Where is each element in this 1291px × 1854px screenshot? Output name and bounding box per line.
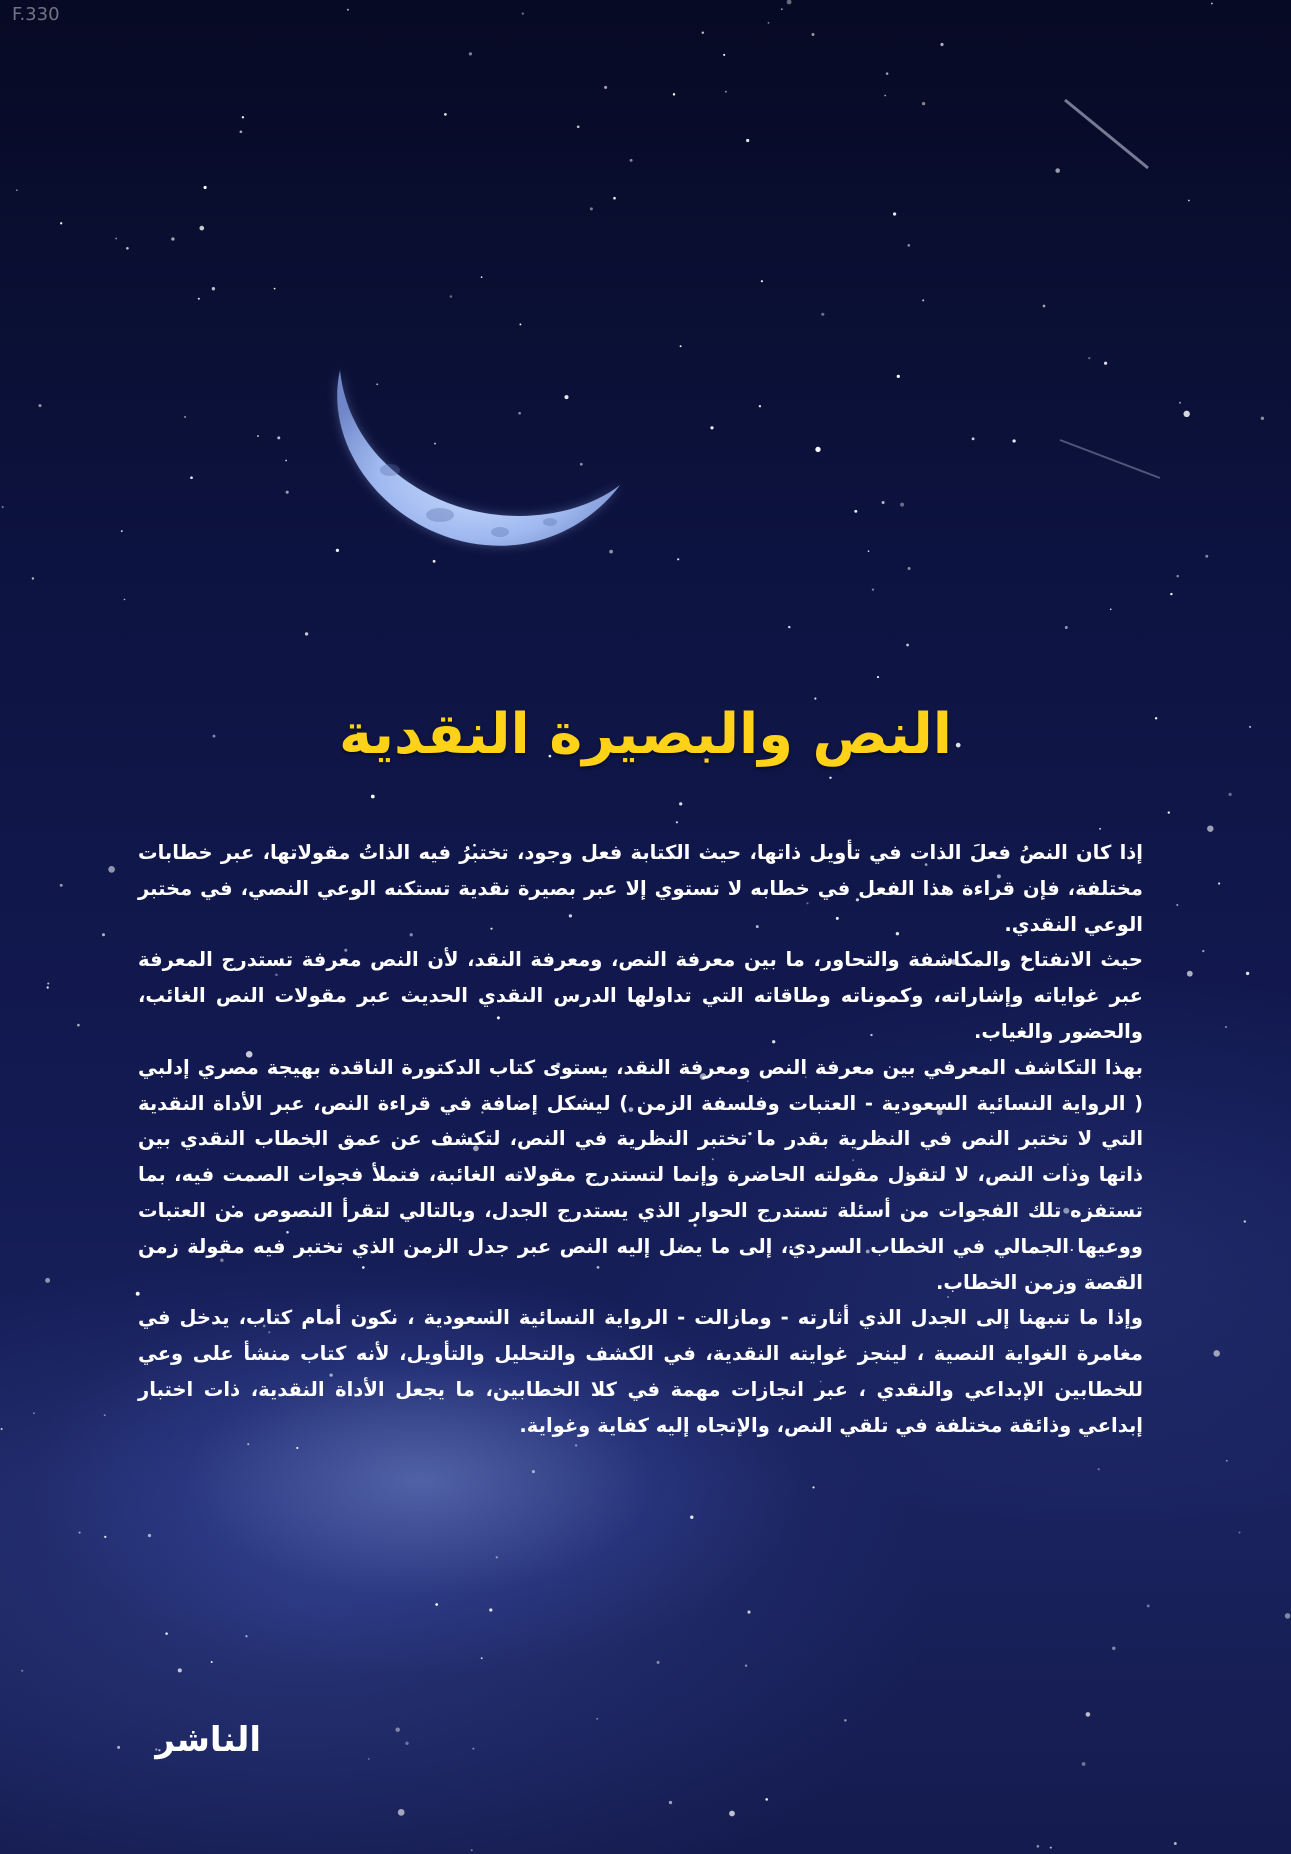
star-decoration: [240, 130, 243, 133]
star-decoration: [854, 510, 857, 513]
star-decoration: [604, 86, 607, 89]
star-decoration: [844, 1719, 847, 1722]
star-decoration: [444, 113, 447, 116]
star-decoration: [435, 1603, 438, 1606]
star-decoration: [679, 802, 682, 805]
star-decoration: [710, 426, 713, 429]
star-decoration: [723, 54, 725, 56]
star-decoration: [47, 986, 49, 988]
star-decoration: [829, 777, 831, 779]
star-decoration: [38, 404, 41, 407]
star-decoration: [1211, 3, 1213, 5]
star-decoration: [1226, 1460, 1228, 1462]
publisher-signature: الناشر: [155, 1720, 261, 1760]
star-decoration: [575, 1444, 577, 1446]
star-decoration: [897, 375, 900, 378]
star-decoration: [922, 102, 925, 105]
star-decoration: [198, 298, 200, 300]
star-decoration: [577, 125, 580, 128]
star-decoration: [1086, 1712, 1091, 1717]
star-decoration: [677, 558, 679, 560]
star-decoration: [1188, 200, 1190, 202]
star-decoration: [680, 345, 682, 347]
star-decoration: [1261, 417, 1264, 420]
star-decoration: [1082, 1762, 1086, 1766]
star-decoration: [673, 93, 675, 95]
star-decoration: [812, 1486, 814, 1488]
star-decoration: [305, 632, 308, 635]
star-decoration: [761, 280, 763, 282]
star-decoration: [1205, 555, 1208, 558]
star-decoration: [469, 52, 472, 55]
star-decoration: [242, 116, 244, 118]
star-decoration: [204, 186, 207, 189]
star-decoration: [657, 1661, 660, 1664]
star-decoration: [1228, 793, 1231, 796]
star-decoration: [126, 247, 129, 250]
star-decoration: [532, 1470, 535, 1473]
star-decoration: [1065, 626, 1068, 629]
star-decoration: [277, 436, 280, 439]
star-decoration: [285, 460, 287, 462]
star-decoration: [257, 435, 259, 437]
star-decoration: [117, 1746, 120, 1749]
star-decoration: [747, 1611, 750, 1614]
star-decoration: [1244, 1220, 1246, 1222]
star-decoration: [481, 276, 483, 278]
star-decoration: [1098, 1468, 1100, 1470]
star-decoration: [398, 1809, 405, 1816]
star-decoration: [1213, 1350, 1220, 1357]
star-decoration: [1176, 904, 1178, 906]
star-decoration: [1179, 402, 1181, 404]
star-decoration: [471, 1849, 473, 1851]
star-decoration: [884, 95, 886, 97]
star-decoration: [877, 676, 879, 678]
star-decoration: [1, 1428, 3, 1430]
star-decoration: [781, 8, 783, 10]
star-decoration: [212, 287, 215, 290]
blurb-paragraph: وإذا ما تنبهنا إلى الجدل الذي أثارته - ومازالت - الرواية النسائية السعودية ، نكون أمام كتاب، يدخل في مغامرة الغواية النصية ، لينجز غوايته النقدية، في الكشف والتحليل والتأويل، لأنه كتاب منشأ على وعي للخطابين الإبداعي والنقدي ، عبر انجازات مهمة في كلا الخطابين، ما يجعل الأداة النقدية، ذات اختبار إبداعي وذائقة مختلفة في تلقي النص، والإتجاه إليه كفاية وغواية.: [138, 1306, 1143, 1437]
star-decoration: [489, 1608, 492, 1611]
star-decoration: [1104, 362, 1107, 365]
star-decoration: [1225, 1026, 1227, 1028]
star-decoration: [669, 1801, 672, 1804]
star-decoration: [1238, 1531, 1240, 1533]
crescent-moon-icon: [320, 350, 640, 560]
star-decoration: [190, 476, 193, 479]
star-decoration: [115, 238, 117, 240]
star-decoration: [368, 1758, 370, 1760]
star-decoration: [821, 313, 824, 316]
star-decoration: [1187, 971, 1193, 977]
star-decoration: [972, 437, 975, 440]
star-decoration: [765, 1798, 768, 1801]
star-decoration: [481, 1657, 483, 1659]
star-decoration: [77, 1024, 80, 1027]
star-decoration: [21, 1670, 23, 1672]
star-decoration: [787, 0, 792, 4]
star-decoration: [868, 550, 870, 552]
star-decoration: [108, 866, 115, 873]
star-decoration: [347, 9, 349, 11]
star-decoration: [940, 43, 943, 46]
star-decoration: [178, 1668, 182, 1672]
star-decoration: [1183, 411, 1189, 417]
blurb-paragraph: بهذا التكاشف المعرفي بين معرفة النص ومعرفة النقد، يستوى كتاب الدكتورة الناقدة بهيجة مصري إدلبي ( الرواية النسائية السعودية - العتبات وفلسفة الزمن ) ليشكل إضافة في قراءة النص، عبر الأداة النقدية التي لا تختبر النص في النظرية بقدر ما تختبر النظرية في النص، لتكشف عن عمق الخطاب النقدي بين ذاتها وذات النص، لا لتقول مقولته الحاضرة وإنما لتستدرج مقولاته الغائبة، فتملأ فجوات الصمت فيه، بما تستفزه تلك الفجوات من أسئلة تستدرج الحوار الذي يستدرج الجدل، وبالتالي لتقرأ النصوص من العتبات ووعيها الجمالي في الخطاب السردي، إلى ما يصل إليه النص عبر جدل الزمن الذي تختبر فيه مقولة زمن القصة وزمن الخطاب.: [138, 1055, 1143, 1294]
star-decoration: [788, 626, 790, 628]
star-decoration: [768, 22, 770, 24]
star-decoration: [815, 447, 820, 452]
star-decoration: [814, 698, 816, 700]
star-decoration: [907, 244, 910, 247]
star-decoration: [104, 1414, 106, 1416]
star-decoration: [47, 982, 49, 984]
star-decoration: [60, 884, 63, 887]
star-decoration: [1168, 811, 1170, 813]
star-decoration: [1037, 1845, 1040, 1848]
star-decoration: [812, 33, 815, 36]
star-decoration: [2, 506, 4, 508]
star-decoration: [1110, 608, 1112, 610]
star-decoration: [60, 222, 62, 224]
star-decoration: [433, 560, 436, 563]
star-decoration: [1012, 439, 1015, 442]
star-decoration: [908, 567, 911, 570]
star-decoration: [725, 91, 727, 93]
star-decoration: [906, 644, 909, 647]
star-decoration: [613, 197, 616, 200]
streak-decoration: [1065, 100, 1148, 168]
star-decoration: [124, 599, 126, 601]
star-decoration: [184, 416, 186, 418]
star-decoration: [1088, 357, 1090, 359]
star-decoration: [1218, 882, 1220, 884]
star-decoration: [165, 1632, 168, 1635]
star-decoration: [690, 1516, 693, 1519]
star-decoration: [1285, 1613, 1291, 1619]
star-decoration: [1112, 1647, 1115, 1650]
star-decoration: [102, 933, 105, 936]
star-decoration: [1246, 972, 1249, 975]
star-decoration: [893, 212, 896, 215]
star-decoration: [371, 795, 375, 799]
star-decoration: [286, 491, 289, 494]
star-decoration: [596, 1718, 598, 1720]
star-decoration: [1176, 575, 1179, 578]
star-decoration: [274, 288, 276, 290]
star-decoration: [45, 1278, 50, 1283]
star-decoration: [296, 1447, 298, 1449]
star-decoration: [79, 1532, 81, 1534]
star-decoration: [16, 189, 18, 191]
star-decoration: [450, 295, 453, 298]
star-decoration: [33, 1412, 35, 1414]
star-decoration: [245, 1635, 247, 1637]
blurb-paragraph: حيث الانفتاح والمكاشفة والتحاور، ما بين معرفة النص، ومعرفة النقد، لأن النص معرفة تستدرج المعرفة عبر غواياته وإشاراته، وكموناته وطاقاته التي تداولها الدرس النقدي الحديث عبر مقولات النص الغائب، والحضور والغياب.: [138, 948, 1143, 1043]
star-decoration: [882, 501, 885, 504]
star-decoration: [1207, 825, 1213, 831]
star-decoration: [630, 159, 633, 162]
star-decoration: [148, 1534, 151, 1537]
book-title: النص والبصيرة النقدية: [338, 702, 953, 767]
star-decoration: [1043, 305, 1046, 308]
star-decoration: [676, 821, 678, 823]
star-decoration: [1147, 1604, 1150, 1607]
blurb-text: [138, 835, 1143, 1444]
star-decoration: [211, 1661, 213, 1663]
star-decoration: [1099, 828, 1101, 830]
star-decoration: [104, 1536, 106, 1538]
star-decoration: [900, 503, 904, 507]
star-decoration: [1170, 593, 1172, 595]
star-decoration: [472, 1748, 474, 1750]
star-decoration: [745, 1665, 747, 1667]
star-decoration: [522, 13, 524, 15]
star-decoration: [121, 530, 123, 532]
star-decoration: [171, 237, 174, 240]
star-decoration: [702, 32, 704, 34]
star-decoration: [872, 588, 874, 590]
star-decoration: [1202, 950, 1204, 952]
star-decoration: [496, 1556, 498, 1558]
star-decoration: [729, 1811, 735, 1817]
star-decoration: [1050, 1847, 1052, 1849]
streak-decoration: [1060, 440, 1160, 478]
star-decoration: [405, 1742, 408, 1745]
star-decoration: [1055, 168, 1060, 173]
star-decoration: [746, 139, 749, 142]
catalog-mark: F.330: [12, 4, 60, 25]
star-decoration: [395, 1727, 399, 1731]
star-decoration: [590, 207, 593, 210]
star-decoration: [1174, 1842, 1177, 1845]
blurb-paragraph: إذا كان النصُ فعلَ الذات في تأويل ذاتها، حيث الكتابة فعل وجود، تختبرُ فيه الذاتُ مقولاتها، عبر خطابات مختلفة، فإن قراءة هذا الفعل في خطابه لا تستوي إلا عبر بصيرة نقدية تستكنه الوعي النصي، في مختبر الوعي النقدي.: [138, 841, 1143, 936]
star-decoration: [519, 323, 521, 325]
star-decoration: [199, 226, 204, 231]
star-decoration: [32, 577, 34, 579]
star-decoration: [886, 72, 889, 75]
star-decoration: [922, 299, 924, 301]
star-decoration: [759, 405, 761, 407]
